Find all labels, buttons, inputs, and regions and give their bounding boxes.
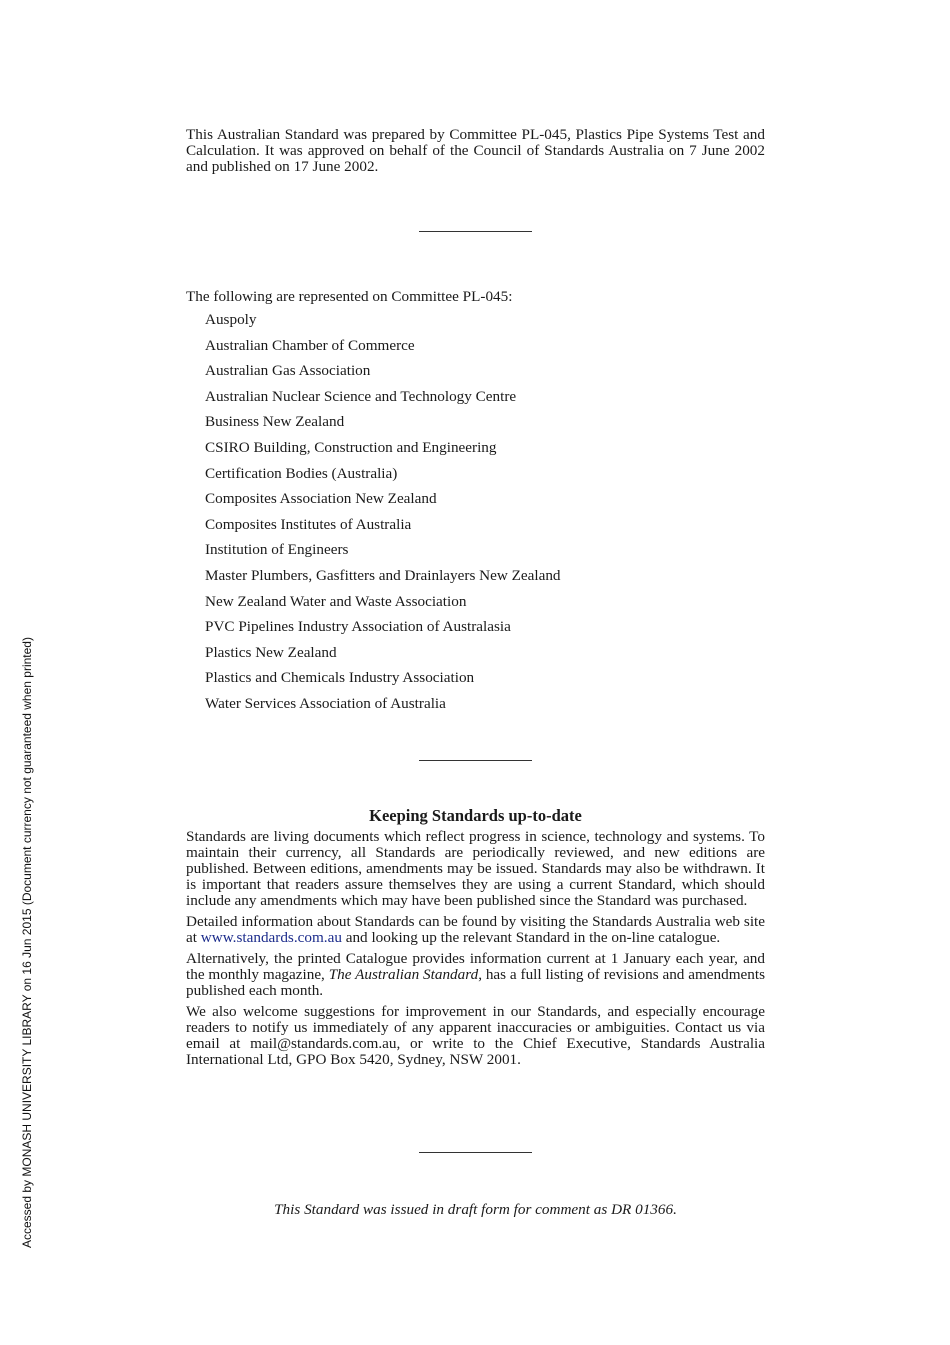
committee-member: Australian Chamber of Commerce	[205, 336, 415, 354]
draft-note: This Standard was issued in draft form for comment as DR 01366.	[274, 1201, 677, 1218]
paragraph: Standards are living documents which reflect progress in science, technology and systems. To maintain their currency, all Standards are periodically reviewed, and new editions are published. Between editions, amendments may be issued. Standards may also be withdrawn. It is important that readers assure themselves they are using a current Standard, which should include any amendments which may have been published since the Standard was purchased.	[186, 828, 765, 909]
paragraph-text: , has a full listing of revisions and amendments published each month.	[186, 966, 765, 999]
committee-member: Auspoly	[205, 311, 257, 328]
paragraph	[186, 951, 765, 999]
paragraph	[186, 914, 765, 946]
paragraph-text: and looking up the relevant Standard in the on-line catalogue.	[341, 929, 721, 946]
website-link[interactable]: www.standards.com.au	[200, 929, 342, 946]
committee-member: Composites Institutes of Australia	[205, 515, 412, 533]
section-divider	[419, 231, 532, 232]
section-divider	[419, 760, 532, 761]
committee-member: Plastics New Zealand	[205, 643, 337, 661]
section-divider	[419, 1152, 532, 1153]
section-heading: Keeping Standards up-to-date	[369, 806, 582, 825]
committee-member: Australian Gas Association	[205, 362, 371, 380]
committee-member: Australian Nuclear Science and Technology Centre	[205, 387, 517, 405]
committee-intro: The following are represented on Committee PL-045:	[186, 288, 513, 305]
committee-member: Composites Association New Zealand	[205, 490, 437, 508]
access-watermark: Accessed by MONASH UNIVERSITY LIBRARY on 16 Jun 2015 (Document currency not guaranteed when printed)	[20, 637, 34, 1248]
committee-member: PVC Pipelines Industry Association of Australasia	[205, 618, 511, 636]
committee-member: Certification Bodies (Australia)	[205, 464, 398, 482]
keeping-standards-section	[186, 829, 765, 1073]
magazine-title: The Australian Standard	[328, 966, 479, 983]
committee-member: Plastics and Chemicals Industry Association	[205, 669, 475, 687]
committee-member-list	[205, 311, 561, 721]
paragraph-text: Detailed information about Standards can be found by visiting the Standards Australia web site at	[186, 913, 765, 946]
committee-member: Business New Zealand	[205, 413, 345, 431]
committee-member: Institution of Engineers	[205, 541, 349, 559]
committee-member: New Zealand Water and Waste Association	[205, 592, 467, 610]
paragraph: We also welcome suggestions for improvement in our Standards, and especially encourage readers to notify us immediately of any apparent inaccuracies or ambiguities. Contact us via email at mail@standards.com.au, or write to the Chief Executive, Standards Australia International Ltd, GPO Box 5420, Sydney, NSW 2001.	[186, 1003, 765, 1068]
committee-member: CSIRO Building, Construction and Engineering	[205, 438, 497, 456]
committee-member: Water Services Association of Australia	[205, 694, 446, 712]
committee-member: Master Plumbers, Gasfitters and Drainlayers New Zealand	[205, 566, 561, 584]
paragraph-text: Alternatively, the printed Catalogue provides information current at 1 January each year, and the monthly magazine,	[186, 950, 765, 983]
preparation-statement: This Australian Standard was prepared by Committee PL-045, Plastics Pipe Systems Test and Calculation. It was approved on behalf of the Council of Standards Australia on 7 June 2002 and published on 17 June 2002.	[186, 126, 765, 175]
